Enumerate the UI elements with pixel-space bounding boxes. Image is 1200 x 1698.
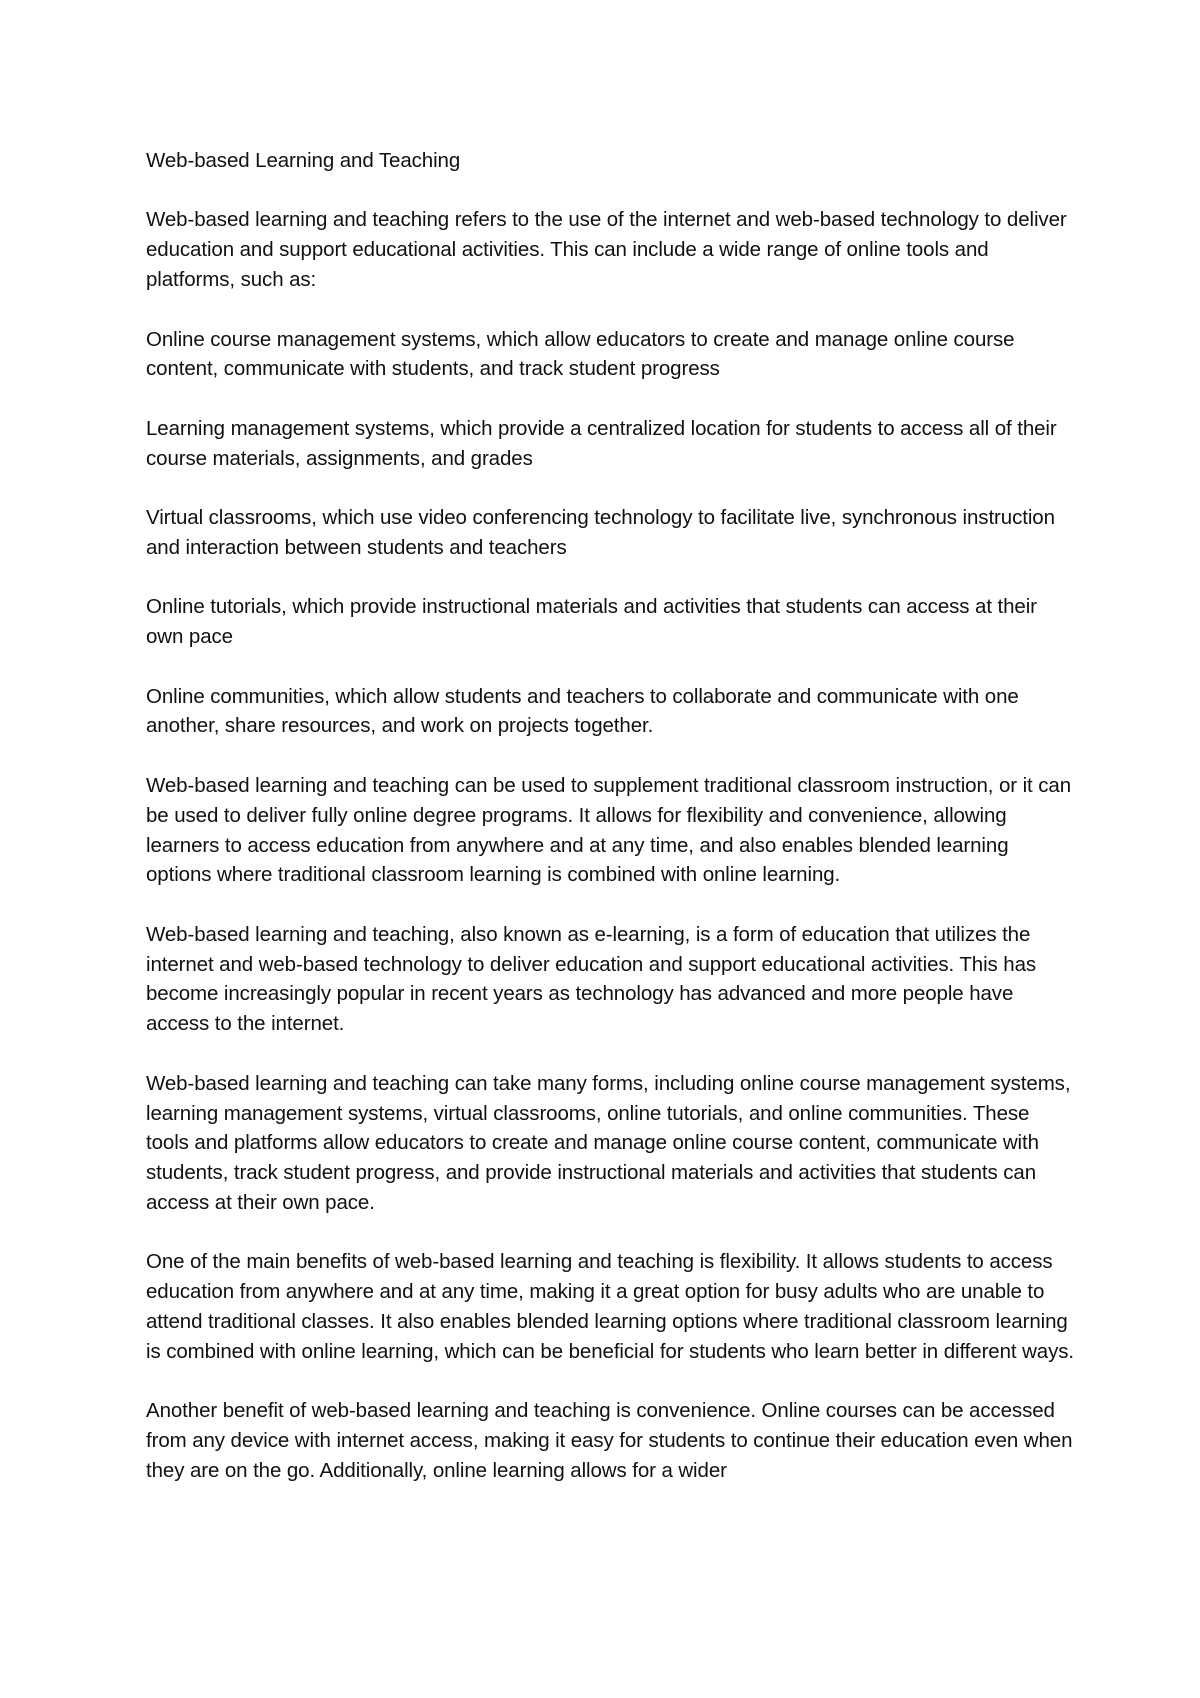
paragraph-course-management: Online course management systems, which allow educators to create and manage online course content, communicate with students, and track student progress — [146, 327, 1015, 381]
paragraph-learning-management: Learning management systems, which provide a centralized location for students to access all of their course materials, assignments, and grades — [146, 416, 1057, 470]
paragraph-flexibility: One of the main benefits of web-based learning and teaching is flexibility. It allows students to access education from anywhere and at any time, making it a great option for busy adults who are unable to attend traditional classes. It also enables blended learning options where traditional classroom learning is combined with online learning, which can be beneficial for students who learn better in different ways. — [146, 1250, 1074, 1363]
document-title: Web-based Learning and Teaching — [146, 149, 461, 172]
paragraph-intro: Web-based learning and teaching refers to the use of the internet and web-based technology to deliver education and support educational activities. This can include a wide range of online tools and platforms, such as: — [146, 208, 1067, 292]
paragraph-online-tutorials: Online tutorials, which provide instructional materials and activities that students can access at their own pace — [146, 595, 1037, 649]
paragraph-supplement: Web-based learning and teaching can be used to supplement traditional classroom instruction, or it can be used to deliver fully online degree programs. It allows for flexibility and convenience, allowing learners to access education from anywhere and at any time, and also enables blended learning options where traditional classroom learning is combined with online learning. — [146, 773, 1071, 887]
paragraph-convenience: Another benefit of web-based learning and teaching is convenience. Online courses can be accessed from any device with internet access, making it easy for students to continue their education even when they are on the go. Additionally, online learning allows for a wider — [146, 1399, 1073, 1482]
paragraph-forms: Web-based learning and teaching can take many forms, including online course management systems, learning management systems, virtual classrooms, online tutorials, and online communities. These tools and platforms allow educators to create and manage online course content, communicate with students, track student progress, and provide instructional materials and activities that students can access at their own pace. — [146, 1071, 1071, 1214]
paragraph-e-learning: Web-based learning and teaching, also known as e-learning, is a form of education that utilizes the internet and web-based technology to deliver education and support educational activities. This has become increasingly popular in recent years as technology has advanced and more people have access to the internet. — [146, 922, 1037, 1036]
document-body — [146, 146, 1076, 1515]
paragraph-virtual-classrooms: Virtual classrooms, which use video conferencing technology to facilitate live, synchronous instruction and interaction between students and teachers — [146, 506, 1055, 559]
paragraph-online-communities: Online communities, which allow students and teachers to collaborate and communicate with one another, share resources, and work on projects together. — [146, 684, 1019, 738]
